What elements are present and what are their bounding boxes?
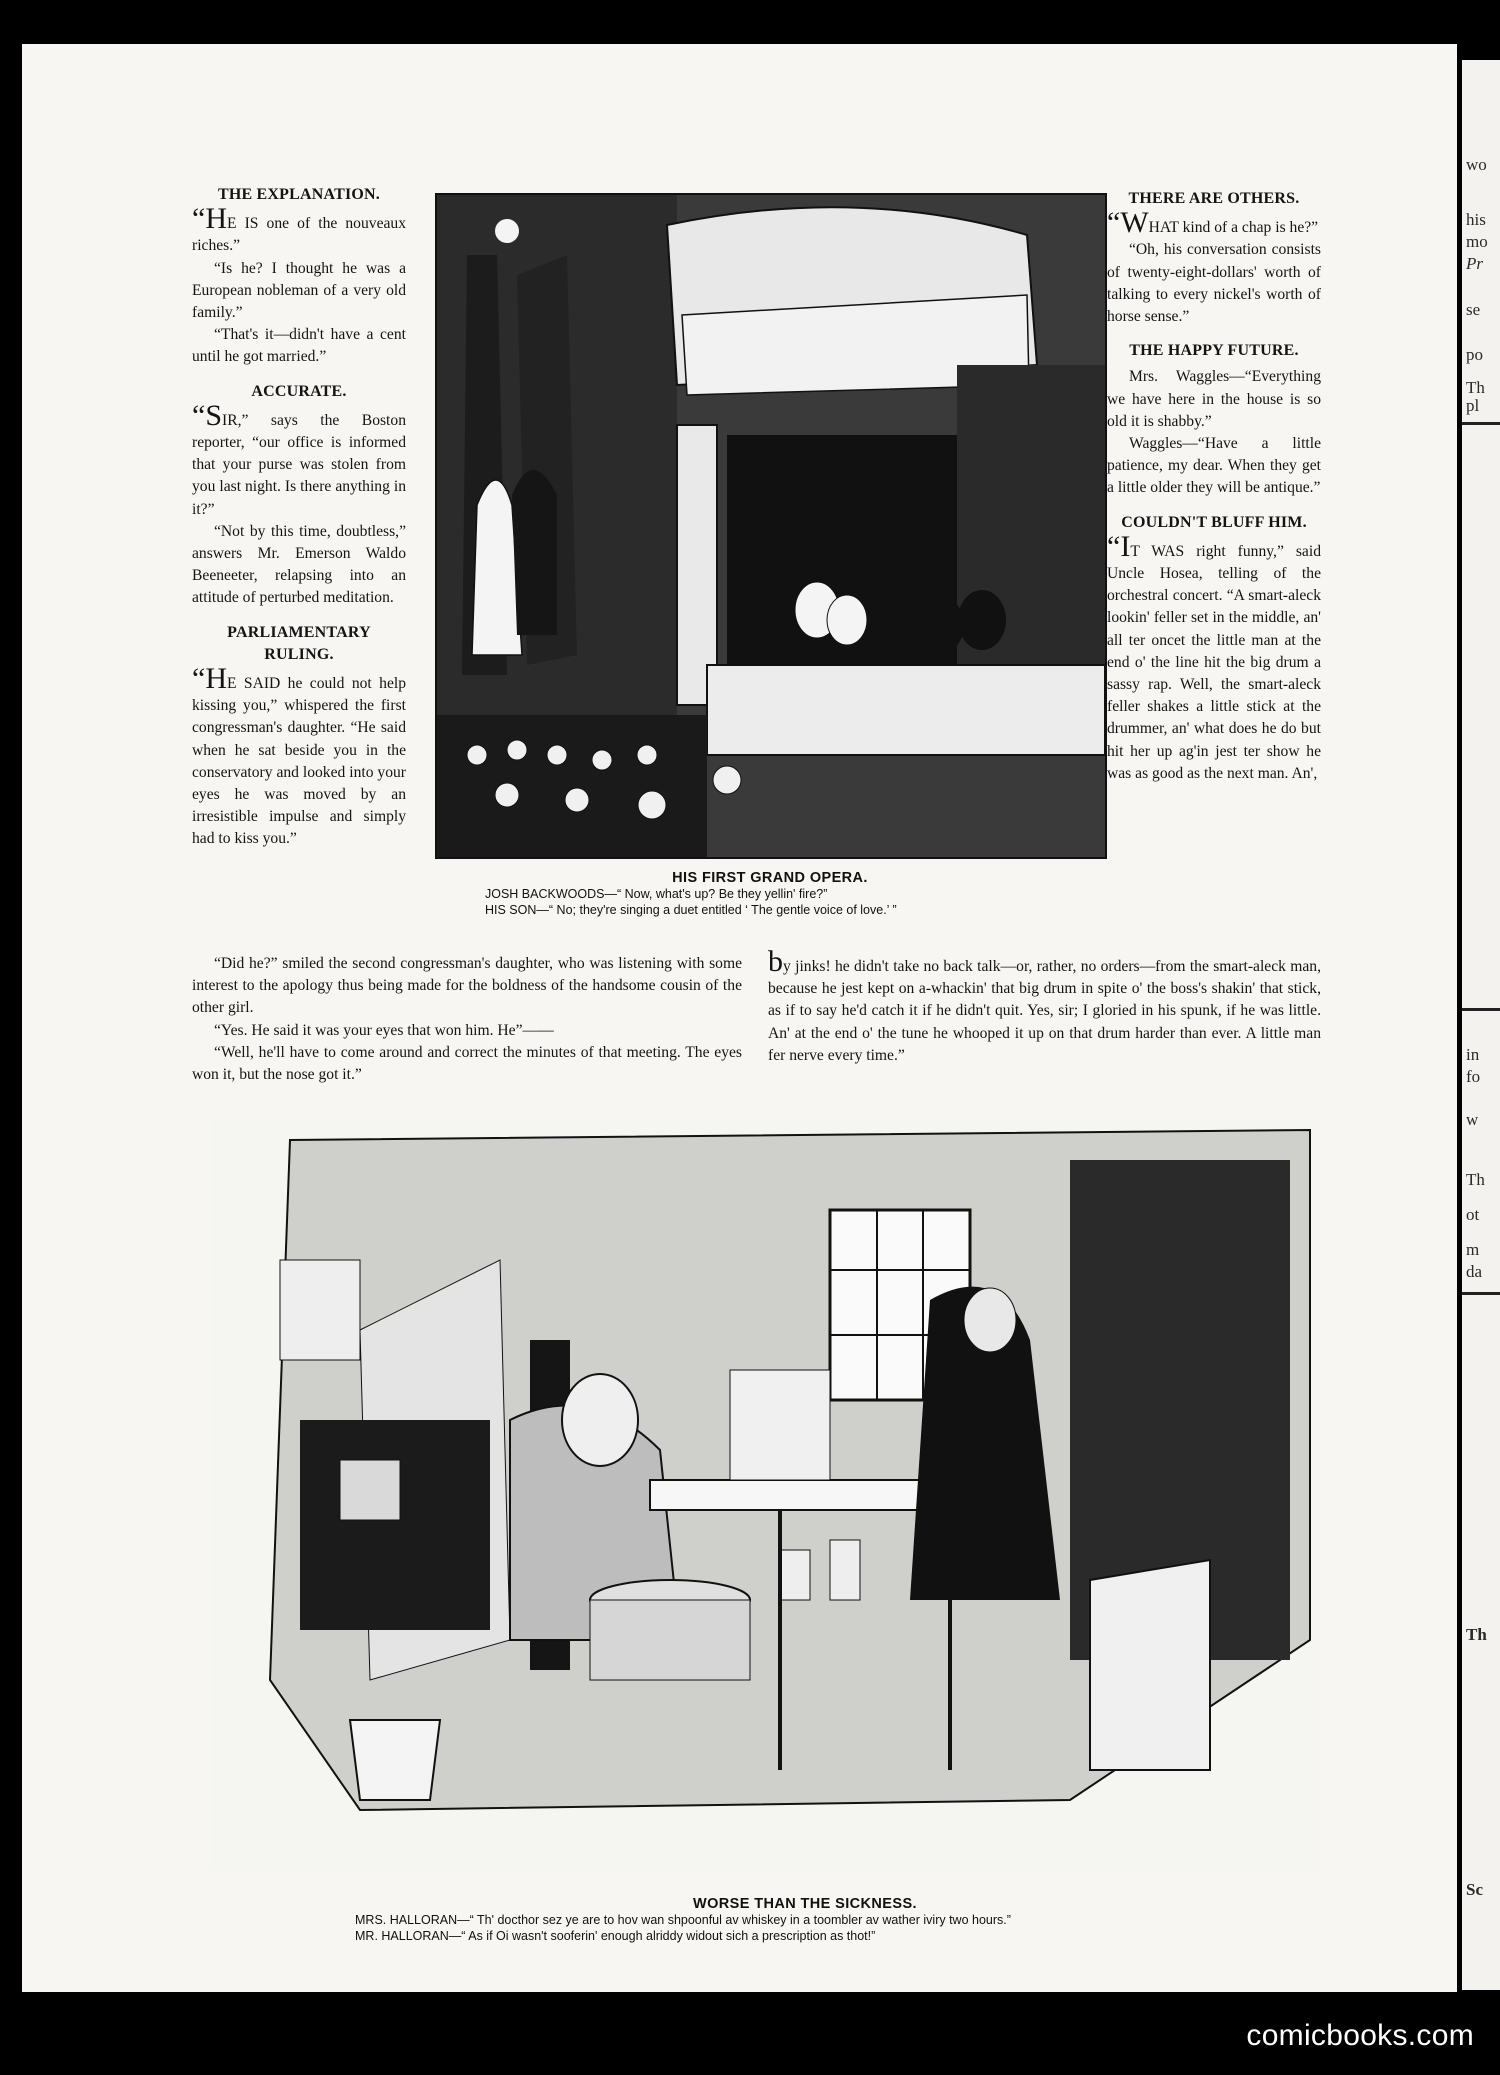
paragraph: “Is he? I thought he was a European nobleman of a very old family.” (192, 259, 406, 322)
sickness-caption-title: WORSE THAN THE SICKNESS. (693, 1896, 917, 1912)
opera-caption-line-1 (485, 886, 1100, 902)
speaker-name: JOSH BACKWOODS (485, 887, 605, 901)
edge-fragment: m (1466, 1240, 1480, 1259)
opera-scene-drawing (437, 195, 1105, 857)
opera-caption-line-2 (485, 902, 1100, 918)
edge-fragment: mo (1466, 232, 1488, 251)
edge-fragment: po (1466, 345, 1483, 364)
paragraph: “Well, he'll have to come around and correct the minutes of that meeting. The eyes won it, but the nose got it.” (192, 1043, 742, 1084)
heading-there-are-others: THERE ARE OTHERS. (1128, 190, 1300, 207)
opera-caption-title: HIS FIRST GRAND OPERA. (672, 870, 868, 886)
sickness-scene-drawing (210, 1120, 1320, 1870)
edge-fragment: pl (1466, 396, 1480, 415)
paragraph: Mrs. Waggles—“Everything we have here in the house is so old it is shabby.” (1107, 368, 1321, 430)
paragraph: “Yes. He said it was your eyes that won him. He”—— (214, 1021, 554, 1039)
left-column (192, 184, 406, 851)
wide-left-text (192, 953, 742, 1086)
edge-fragment: Th (1466, 1170, 1485, 1189)
heading-the-happy-future: THE HAPPY FUTURE. (1129, 342, 1299, 360)
edge-rule (1462, 422, 1500, 425)
paragraph: “That's it—didn't have a cent until he got married.” (192, 326, 406, 366)
paragraph: “HE IS one of the nouveaux riches.” (192, 202, 406, 255)
edge-fragment: Pr (1466, 254, 1483, 273)
paragraph: “IT WAS right funny,” said Uncle Hosea, telling of the orchestral concert. “A smart-aleck lookin' feller set in the middle, an' all ter oncet the little man at the end o' the line hit the big drum a sassy rap. Well, the smart-aleck feller shakes a little stick at the drummer, an' what does he do but hit her up ag'in jest ter show he was as good as the next man. An', (1107, 529, 1321, 782)
caption-text: —“ Now, what's up? Be they yellin' fire?” (604, 887, 828, 901)
edge-rule (1462, 1292, 1500, 1295)
edge-fragment: his (1466, 210, 1486, 229)
edge-fragment: ot (1466, 1205, 1480, 1224)
paragraph: “Not by this time, doubtless,” answers Mr. Emerson Waldo Beeneeter, relapsing into an attitude of perturbed meditation. (192, 522, 406, 607)
opera-caption (440, 870, 1100, 918)
edge-fragment: in (1466, 1045, 1480, 1064)
edge-fragment: se (1466, 300, 1481, 319)
heading-the-explanation: THE EXPLANATION. (217, 186, 381, 203)
edge-fragment: Th (1466, 1625, 1487, 1644)
sickness-caption-line-2 (355, 1928, 1255, 1944)
caption-text: —“ Th' docthor sez ye are to hov wan shpoonful av whiskey in a toombler av wather iviry two hours.” (457, 1913, 1011, 1927)
facing-page-edge (1462, 60, 1500, 1990)
edge-fragment: Sc (1466, 1880, 1483, 1899)
sickness-caption-line-1 (355, 1912, 1255, 1928)
caption-text: —“ As if Oi wasn't sooferin' enough alriddy widout sich a prescription as thot!” (448, 1929, 876, 1943)
sickness-caption (355, 1896, 1255, 1944)
heading-couldnt-bluff-him: COULDN'T BLUFF HIM. (1121, 513, 1307, 531)
heading-parliamentary-ruling: PARLIAMENTARY RULING. (227, 623, 371, 663)
edge-fragment: da (1466, 1262, 1483, 1281)
paragraph: “SIR,” says the Boston reporter, “our office is informed that your purse was stolen from you last night. Is there anything in it?” (192, 398, 406, 518)
speaker-name: HIS SON (485, 903, 537, 917)
right-column (1107, 188, 1321, 785)
paragraph: “Oh, his conversation consists of twenty-eight-dollars' worth of talking to every nickel's worth of horse sense.” (1107, 241, 1321, 326)
speaker-name: MR. HALLORAN (355, 1929, 449, 1943)
opera-illustration (435, 193, 1107, 859)
caption-text: —“ No; they're singing a duet entitled ‘ The gentle voice of love.’ ” (536, 903, 897, 917)
speaker-name: MRS. HALLORAN (355, 1913, 458, 1927)
edge-rule (1462, 1008, 1500, 1011)
edge-fragment: wo (1466, 155, 1487, 174)
edge-fragment: fo (1466, 1067, 1481, 1086)
wide-right-text (768, 945, 1321, 1067)
heading-accurate: ACCURATE. (251, 382, 347, 400)
watermark-logo: comicbooks.com (1246, 2019, 1474, 2052)
edge-fragment: Th (1466, 378, 1485, 397)
paragraph: “WHAT kind of a chap is he?” (1107, 206, 1319, 240)
paragraph: Waggles—“Have a little patience, my dear. When they get a little older they will be antique.” (1107, 435, 1321, 497)
sickness-illustration (210, 1120, 1320, 1870)
paragraph: “HE SAID he could not help kissing you,” whispered the first congressman's daughter. “He said when he sat beside you in the conservatory and looked into your eyes he was moved by an irresistible impulse and simply had to kiss you.” (192, 662, 406, 848)
paragraph: “Did he?” smiled the second congressman's daughter, who was listening with some interest to the apology thus being made for the boldness of the handsome cousin of the other girl. (192, 955, 742, 1017)
edge-fragment: w (1466, 1110, 1479, 1129)
paragraph-continuation: by jinks! he didn't take no back talk—or, rather, no orders—from the smart-aleck man, because he jest kept on a-whackin' that big drum in spite o' the boss's shakin' that stick, as if to say he'd catch it if he didn't quit. Yes, sir; I gloried in his spunk, if he was little. An' at the end o' the tune he whooped it up on that drum harder than ever. A little man fer nerve every time.” (768, 945, 1321, 1064)
